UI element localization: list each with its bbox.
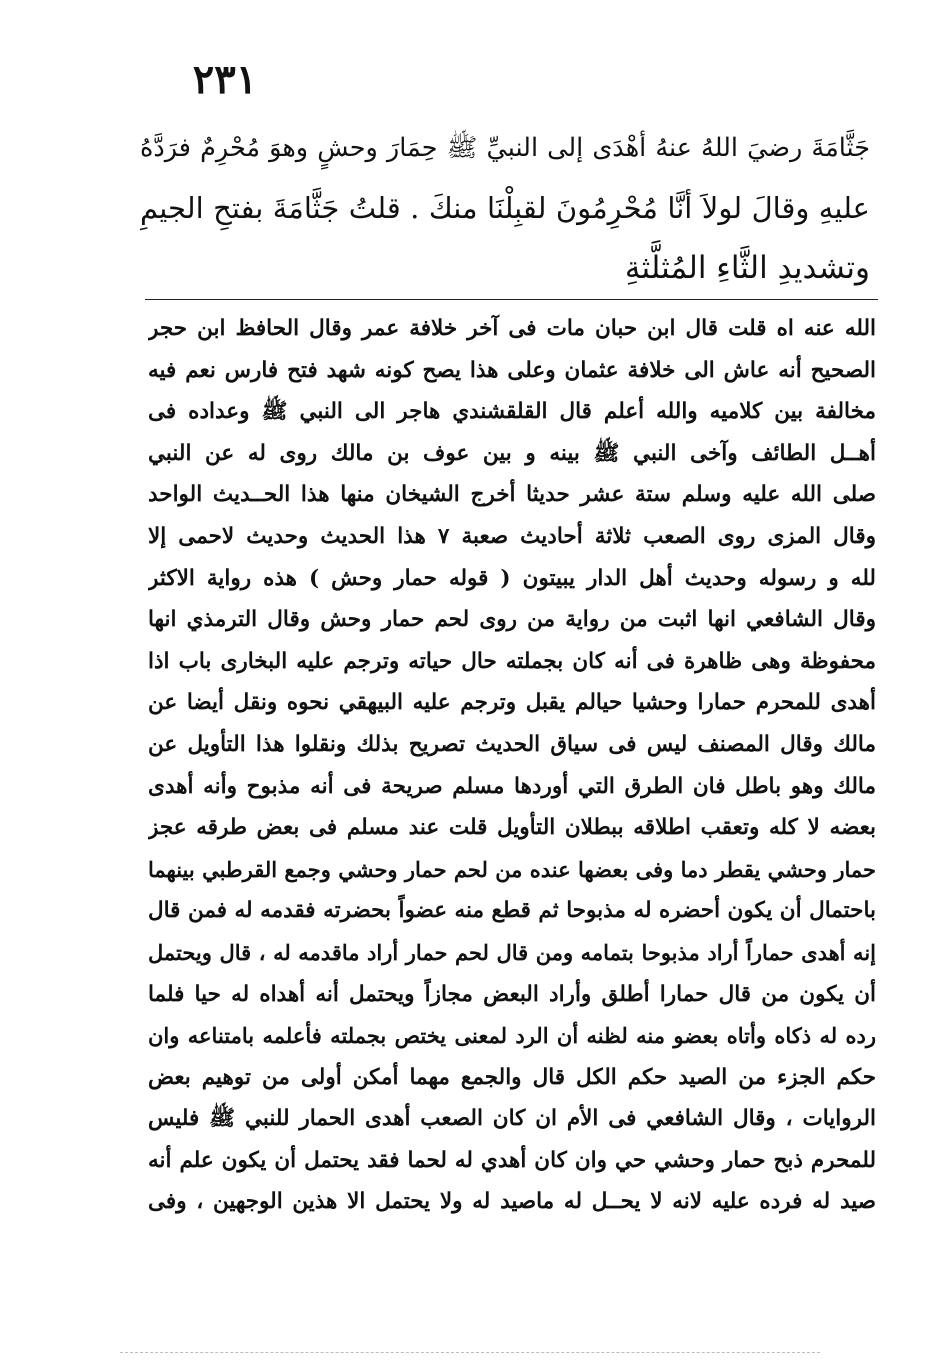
commentary-line: محفوظة وهى ظاهرة فى أنه كان بجملته حال حياته وترجم عليه البخارى باب اذا	[148, 648, 876, 674]
commentary-line: مالك وهو باطل فان الطرق التي أوردها مسلم صريحة فى أنه مذبوح وأنه أهدى	[148, 773, 876, 799]
commentary-line: بعضه لا كله وتعقب اطلاقه ببطلان التأويل قلت عند مسلم فى بعض طرقه عجز	[148, 815, 876, 841]
hadith-line: عليهِ وقالَ لولاَ أنَّا مُحْرِمُونَ لقبِلْنَا منكَ . قلتُ جَثَّامَةَ بفتحِ الجيمِ	[140, 191, 870, 225]
commentary-line: وقال الشافعي انها اثبت من رواية من روى لحم حمار وحش وقال الترمذي انها	[148, 607, 876, 633]
commentary-line: مخالفة بين كلاميه والله أعلم قال القلقشندي هاجر الى النبي ﷺ وعداده فى	[148, 399, 876, 425]
commentary-line: صيد له فرده عليه لانه لا يحــل له ماصيد له ولا يحتمل الا هذين الوجهين ، وفى	[148, 1189, 876, 1215]
commentary-line: صلى الله عليه وسلم ستة عشر حديثا أخرج الشيخان منها هذا الحــديث الواحد	[148, 482, 876, 508]
commentary-line: أهدى للمحرم حمارا وحشيا حيالم يقبل وترجم عليه البيهقي نحوه ونقل أيضا عن	[148, 690, 876, 716]
commentary-line: الروايات ، وقال الشافعي فى الأم ان كان الصعب أهدى الحمار للنبي ﷺ فليس	[148, 1106, 876, 1132]
commentary-line: أن يكون من قال حمارا أطلق وأراد البعض مجازاً ويحتمل أنه أهداه له حيا فلما	[148, 981, 876, 1007]
section-divider	[145, 299, 878, 300]
commentary-line: وقال المزى روى الصعب ثلاثة أحاديث صعبة ٧ هذا الحديث وحديث لاحمى إلا	[148, 523, 876, 549]
commentary-line: باحتمال أن يكون أحضره له مذبوحا ثم قطع منه عضواً بحضرته فقدمه له فمن قال	[148, 898, 876, 924]
commentary-line: مالك وقال المصنف ليس فى سياق الحديث تصريح بذلك ونقلوا هذا التأويل عن	[148, 731, 876, 757]
hadith-line: جَثَّامَةَ رضيَ اللهُ عنهُ أهْدَى إلى النبيِّ ﷺ حِمَارَ وحشٍ وهوَ مُحْرِمٌ فرَدَّهُ	[140, 133, 870, 163]
commentary-line: رده له ذكاه وأتاه بعضو منه لظنه أن الرد لمعنى يختص بجملته فأعلمه بامتناعه وان	[148, 1023, 876, 1049]
commentary-text	[148, 308, 876, 1223]
hadith-text	[140, 118, 870, 298]
hadith-line: وتشديدِ الثَّاءِ المُثلَّثةِ	[624, 250, 870, 286]
commentary-line: الصحيح أنه عاش الى خلافة عثمان وعلى هذا يصح كونه شهد فتح فارس نعم فيه	[148, 357, 876, 383]
scan-edge-mark	[120, 1352, 820, 1353]
commentary-line: لله و رسوله وحديث أهل الدار يبيتون ( قوله حمار وحش ) هذه رواية الاكثر	[148, 565, 876, 591]
commentary-line: حمار وحشي يقطر دما وفى بعضها عنده من لحم حمار وحشي وجمع القرطبي بينهما	[148, 856, 876, 882]
page-number: ٢٣١	[192, 56, 258, 103]
commentary-line: إنه أهدى حماراً أراد مذبوحا بتمامه ومن قال لحم حمار أراد ماقدمه له ، قال ويحتمل	[148, 939, 876, 965]
commentary-line: أهــل الطائف وآخى النبي ﷺ بينه و بين عوف بن مالك روى له عن النبي	[148, 440, 876, 466]
commentary-line: حكم الجزء من الصيد حكم الكل قال والجمع مهما أمكن أولى من توهيم بعض	[148, 1064, 876, 1090]
commentary-line: للمحرم ذبح حمار وحشي حي وان كان أهدي له لحما فقد يحتمل أن يكون علم أنه	[148, 1147, 876, 1173]
commentary-line: الله عنه اه قلت قال ابن حبان مات فى آخر خلافة عمر وقال الحافظ ابن حجر	[148, 316, 876, 341]
